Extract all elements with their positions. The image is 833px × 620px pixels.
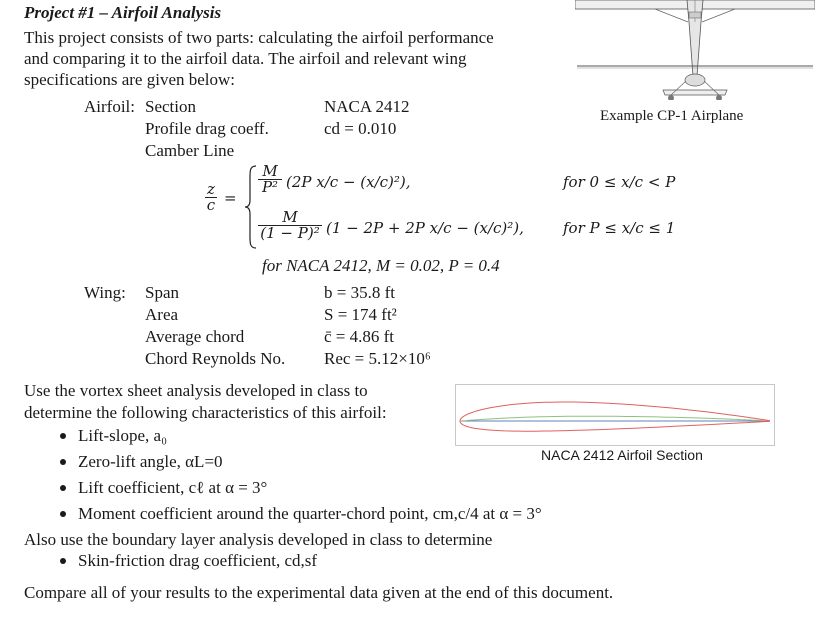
wing-span-value: b = 35.8 ft bbox=[324, 283, 395, 302]
bullet-icon bbox=[60, 511, 66, 517]
profile-drag-value: cd = 0.010 bbox=[324, 119, 397, 138]
vortex-line-1: Use the vortex sheet analysis developed in class to bbox=[24, 381, 368, 400]
bullet-skin-friction: Skin-friction drag coefficient, cd,sf bbox=[78, 551, 318, 570]
case1-condition: for 0 ≤ x/c < P bbox=[563, 173, 676, 191]
intro-line-1: This project consists of two parts: calculating the airfoil performance bbox=[24, 28, 494, 47]
wing-reynolds-name: Chord Reynolds No. bbox=[145, 349, 286, 368]
bullet-icon bbox=[60, 485, 66, 491]
wing-reynolds-value: Rec = 5.12×10⁶ bbox=[324, 349, 431, 368]
vortex-line-2: determine the following characteristics of this airfoil: bbox=[24, 403, 387, 422]
case2-fraction bbox=[258, 210, 322, 241]
bullet-zero-lift: Zero-lift angle, αL=0 bbox=[78, 452, 223, 471]
curly-brace-icon bbox=[244, 164, 258, 250]
wing-chord-name: Average chord bbox=[145, 327, 245, 346]
profile-drag-name: Profile drag coeff. bbox=[145, 119, 269, 138]
airplane-illustration bbox=[575, 0, 815, 100]
case1-body: (2P x/c − (x/c)²), bbox=[286, 173, 411, 191]
wing-label: Wing: bbox=[84, 283, 126, 302]
airfoil-section-name: Section bbox=[145, 97, 196, 116]
bullet-icon bbox=[60, 558, 66, 564]
bullet-icon bbox=[60, 459, 66, 465]
equals-sign: = bbox=[224, 189, 237, 207]
bullet-icon bbox=[60, 433, 66, 439]
intro-line-3: specifications are given below: bbox=[24, 70, 236, 89]
wing-area-name: Area bbox=[145, 305, 179, 324]
wing-span-name: Span bbox=[145, 283, 179, 302]
lower-surface bbox=[460, 421, 770, 431]
case2-numerator: M bbox=[282, 208, 298, 226]
page-title: Project #1 – Airfoil Analysis bbox=[24, 3, 222, 22]
bullet-lift-coeff: Lift coefficient, cℓ at α = 3° bbox=[78, 478, 268, 497]
airfoil-caption: NACA 2412 Airfoil Section bbox=[541, 447, 703, 463]
bullet-lift-slope: Lift-slope, a₀ bbox=[78, 426, 168, 445]
lhs-numerator: z bbox=[207, 180, 215, 198]
case2-condition: for P ≤ x/c ≤ 1 bbox=[563, 219, 676, 237]
bullet-moment-coeff: Moment coefficient around the quarter-chord point, cm,c/4 at α = 3° bbox=[78, 504, 542, 523]
lhs-fraction bbox=[205, 182, 217, 213]
airfoil-label: Airfoil: bbox=[84, 97, 135, 116]
intro-line-2: and comparing it to the airfoil data. The airfoil and relevant wing bbox=[24, 49, 467, 68]
naca-params: for NACA 2412, M = 0.02, P = 0.4 bbox=[262, 256, 500, 275]
case2-body: (1 − 2P + 2P x/c − (x/c)²), bbox=[326, 219, 524, 237]
wing-area-value: S = 174 ft² bbox=[324, 305, 397, 324]
airfoil-section-value: NACA 2412 bbox=[324, 97, 410, 116]
boundary-layer-text: Also use the boundary layer analysis developed in class to determine bbox=[24, 530, 493, 549]
airplane-caption: Example CP-1 Airplane bbox=[600, 108, 744, 124]
camber-line bbox=[460, 416, 770, 421]
wing-chord-value: c̄ = 4.86 ft bbox=[324, 327, 395, 346]
case1-numerator: M bbox=[262, 162, 278, 180]
case1-fraction bbox=[258, 164, 282, 195]
case2-denominator: (1 − P)² bbox=[260, 224, 320, 242]
compare-text: Compare all of your results to the experimental data given at the end of this document. bbox=[24, 583, 614, 602]
case1-denominator: P² bbox=[261, 178, 279, 196]
lhs-denominator: c bbox=[206, 196, 216, 214]
camber-line-name: Camber Line bbox=[145, 141, 235, 160]
airfoil-section-plot bbox=[455, 384, 775, 446]
